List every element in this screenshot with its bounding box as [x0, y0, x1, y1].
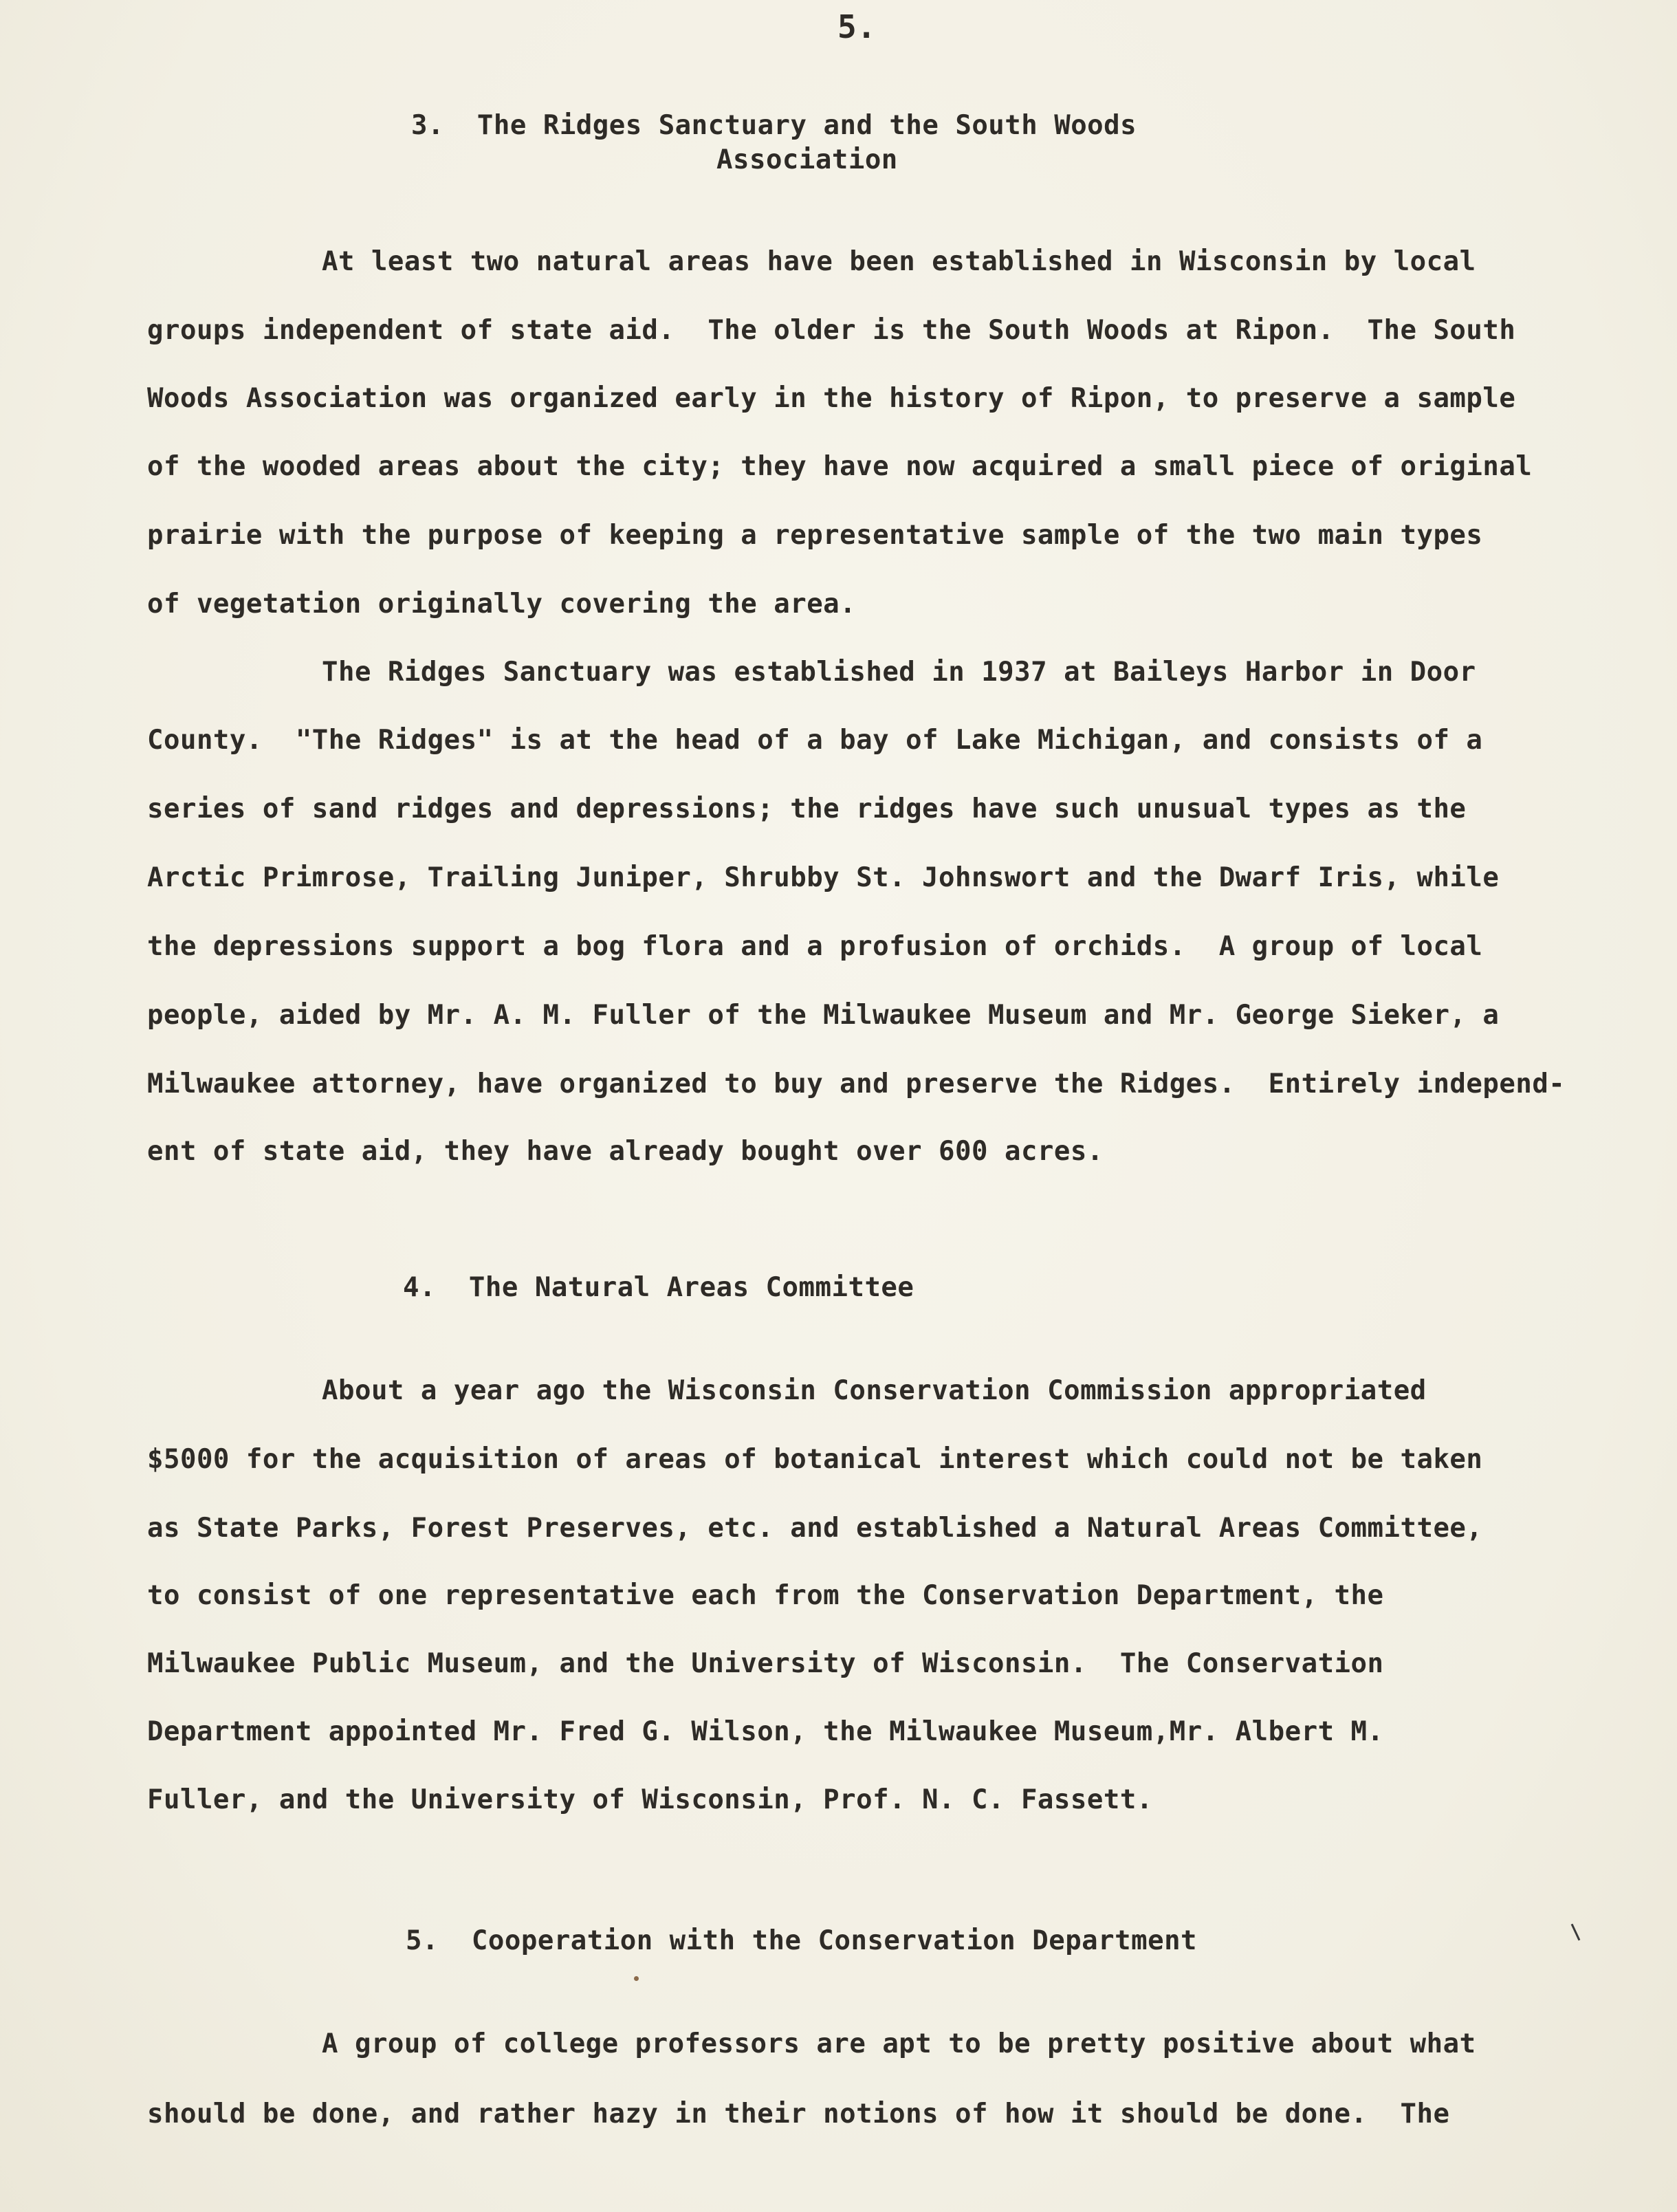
text-line: About a year ago the Wisconsin Conservation Commission appropriated — [322, 1375, 1427, 1406]
ink-speck — [634, 1976, 639, 1981]
text-line: of the wooded areas about the city; they have now acquired a small piece of original — [147, 451, 1533, 482]
section-5-heading: 5. Cooperation with the Conservation Department — [406, 1925, 1198, 1956]
text-line: prairie with the purpose of keeping a representative sample of the two main types — [147, 520, 1483, 551]
section-4-heading: 4. The Natural Areas Committee — [403, 1272, 914, 1303]
text-line: series of sand ridges and depressions; the ridges have such unusual types as the — [147, 793, 1467, 824]
text-line: of vegetation originally covering the area. — [147, 589, 857, 620]
text-line: $5000 for the acquisition of areas of botanical interest which could not be taken — [147, 1444, 1483, 1475]
text-line: The Ridges Sanctuary was established in 1937 at Baileys Harbor in Door — [322, 657, 1476, 688]
pencil-mark — [1571, 1924, 1581, 1941]
text-line: County. "The Ridges" is at the head of a bay of Lake Michigan, and consists of a — [147, 725, 1483, 756]
text-line: Milwaukee Public Museum, and the University of Wisconsin. The Conservation — [147, 1648, 1384, 1679]
text-line: At least two natural areas have been established in Wisconsin by local — [322, 246, 1476, 277]
text-line: Fuller, and the University of Wisconsin, Prof. N. C. Fassett. — [147, 1784, 1153, 1815]
text-line: Department appointed Mr. Fred G. Wilson, the Milwaukee Museum,Mr. Albert M. — [147, 1716, 1384, 1747]
text-line: should be done, and rather hazy in their notions of how it should be done. The — [147, 2099, 1450, 2129]
text-line: groups independent of state aid. The older is the South Woods at Ripon. The South — [147, 315, 1516, 346]
text-line: Woods Association was organized early in the history of Ripon, to preserve a sample — [147, 383, 1516, 414]
text-line: ent of state aid, they have already bought over 600 acres. — [147, 1136, 1104, 1167]
text-line: A group of college professors are apt to be pretty positive about what — [322, 2028, 1476, 2059]
page-number: 5. — [837, 8, 877, 45]
section-3-heading-line-1: 3. The Ridges Sanctuary and the South Woods — [411, 110, 1137, 141]
text-line: Arctic Primrose, Trailing Juniper, Shrubby St. Johnswort and the Dwarf Iris, while — [147, 862, 1500, 893]
text-line: as State Parks, Forest Preserves, etc. and established a Natural Areas Committee, — [147, 1513, 1483, 1544]
text-line: to consist of one representative each from the Conservation Department, the — [147, 1580, 1384, 1611]
text-line: the depressions support a bog flora and a profusion of orchids. A group of local — [147, 931, 1483, 962]
text-line: Milwaukee attorney, have organized to buy and preserve the Ridges. Entirely independ- — [147, 1069, 1566, 1099]
text-line: people, aided by Mr. A. M. Fuller of the Milwaukee Museum and Mr. George Sieker, a — [147, 1000, 1500, 1031]
section-3-heading-line-2: Association — [716, 144, 898, 175]
